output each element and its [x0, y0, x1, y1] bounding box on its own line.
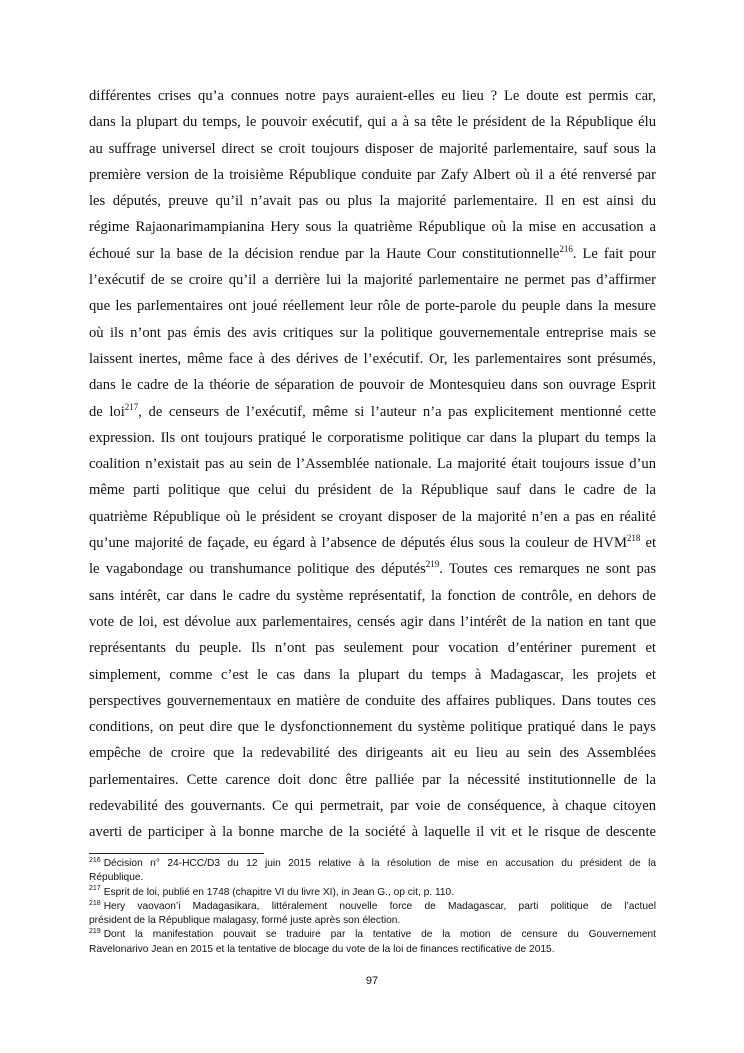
footnote-reference[interactable]: 218 [626, 533, 641, 544]
text-line: que les parlementaires ont joué réellement leur rôle de porte-parole du peuple dans la mesure [89, 298, 656, 315]
footnote-line [89, 857, 656, 871]
text-line: coalition n’existait pas au sein de l’Assemblée nationale. La majorité était toujours issue d’un [89, 456, 656, 473]
footnote-number: 217 [89, 885, 101, 893]
footnote-line [89, 943, 656, 957]
text-segment: et [640, 535, 656, 552]
text-line: empêche de croire que la redevabilité des dirigeants ait eu lieu au sein des Assemblées [89, 745, 656, 762]
text-line: conditions, on peut dire que le dysfonctionnement du système politique pratiqué dans le pays [89, 719, 656, 736]
text-line: averti de participer à la bonne marche de la société à laquelle il vit et le risque de descente [89, 824, 656, 841]
text-line: au suffrage universel direct se croit toujours disposer de majorité parlementaire, sauf sous la [89, 140, 656, 157]
text-line: perspectives gouvernementaux en matière de conduite des affaires publiques. Dans toutes ces [89, 692, 656, 709]
text-line: les députés, preuve qu’il n’avait pas ou plus la majorité parlementaire. Il en est ainsi du [89, 193, 656, 210]
footnote-number: 219 [89, 928, 101, 936]
text-line: l’exécutif de se croire qu’il a derrière lui la majorité parlementaire ne permet pas d’affirmer [89, 272, 656, 289]
text-line [89, 399, 656, 425]
text-segment: échoué sur la base de la décision rendue par la Haute Cour constitutionnelle [89, 245, 560, 262]
footnote-line [89, 871, 656, 885]
text-line: quatrième République où le président se croyant disposer de la majorité n’en a pas en réalité [89, 508, 656, 525]
footnote [89, 857, 656, 886]
text-line [89, 530, 656, 556]
text-line: dans la plupart du temps, le pouvoir exécutif, qui a à sa tête le président de la République élu [89, 114, 656, 131]
text-segment: le vagabondage ou transhumance politique des députés [89, 561, 426, 578]
text-line: différentes crises qu’a connues notre pays auraient-elles eu lieu ? Le doute est permis car, [89, 88, 656, 104]
footnote [89, 886, 656, 900]
footnote-line [89, 914, 656, 928]
text-line: sans intérêt, car dans le cadre du système représentatif, la fonction de contrôle, en dehors de [89, 587, 656, 604]
text-line: laissent inertes, même face à des dérives de l’exécutif. Or, les parlementaires sont présumés, [89, 350, 656, 367]
body-text [89, 83, 656, 846]
text-line: première version de la troisième République conduite par Zafy Albert où il a été renversé par [89, 166, 656, 183]
text-line: dans le cadre de la théorie de séparation de pouvoir de Montesquieu dans son ouvrage Esprit [89, 377, 656, 394]
footnote-text: Hery vaovaon’i Madagasikara, littéralement nouvelle force de Madagascar, parti politique de l’actuel [103, 900, 656, 912]
footnote-text: Ravelonarivo Jean en 2015 et la tentative de blocage du vote de la loi de finances rectificative de 2015. [89, 943, 555, 955]
text-line: simplement, comme c’est le cas dans la plupart du temps à Madagascar, les projets et [89, 666, 656, 683]
footnote-reference[interactable]: 217 [124, 401, 139, 412]
footnote-text: Décision n° 24-HCC/D3 du 12 juin 2015 relative à la résolution de mise en accusation du président de la [103, 858, 656, 869]
text-line: vote de loi, est dévolue aux parlementaires, censés agir dans l’intérêt de la nation en tant que [89, 613, 656, 630]
footnote-text: Dont la manifestation pouvait se traduire par la tentative de la motion de censure du Gouvernement [103, 929, 656, 941]
footnote-separator [89, 853, 264, 854]
text-segment: de loi [89, 403, 125, 420]
text-line: expression. Ils ont toujours pratiqué le corporatisme politique car dans la plupart du temps la [89, 429, 656, 446]
text-line: représentants du peuple. Ils n’ont pas seulement pour vocation d’entériner purement et [89, 640, 656, 657]
footnote-number: 218 [89, 899, 101, 907]
footnote [89, 928, 656, 957]
footnote-text: Esprit de loi, publié en 1748 (chapitre VI du livre XI), in Jean G., op cit, p. 110. [103, 886, 455, 898]
footnote [89, 900, 656, 929]
text-line: même parti politique que celui du président de la République sauf dans le cadre de la [89, 482, 656, 499]
text-line [89, 556, 656, 582]
footnote-line [89, 900, 656, 914]
text-line: où ils n’ont pas émis des avis critiques sur la politique gouvernementale entreprise mais se [89, 324, 656, 341]
text-line: redevabilité des gouvernants. Ce qui permetrait, par voie de conséquence, à chaque citoyen [89, 798, 656, 815]
text-segment: , de censeurs de l’exécutif, même si l’auteur n’a pas explicitement mentionné cette [138, 403, 656, 420]
footnote-text: République. [89, 872, 144, 884]
page-number: 97 [365, 975, 379, 987]
text-line: régime Rajaonarimampianina Hery sous la quatrième République où la mise en accusation a [89, 219, 656, 236]
footnote-line [89, 886, 656, 900]
text-line: parlementaires. Cette carence doit donc être palliée par la nécessité institutionnelle de la [89, 771, 656, 788]
text-line [89, 241, 656, 267]
footnote-line [89, 928, 656, 942]
text-segment: qu’une majorité de façade, eu égard à l’absence de députés élus sous la couleur de HVM [89, 535, 627, 552]
footnote-text: président de la République malagasy, formé juste après son élection. [89, 915, 401, 927]
text-segment: . Toutes ces remarques ne sont pas [439, 561, 656, 578]
footnote-number: 216 [89, 856, 101, 864]
footnotes [89, 857, 656, 957]
footnote-reference[interactable]: 216 [559, 243, 573, 254]
text-segment: . Le fait pour [572, 245, 656, 262]
footnote-reference[interactable]: 219 [425, 559, 440, 570]
